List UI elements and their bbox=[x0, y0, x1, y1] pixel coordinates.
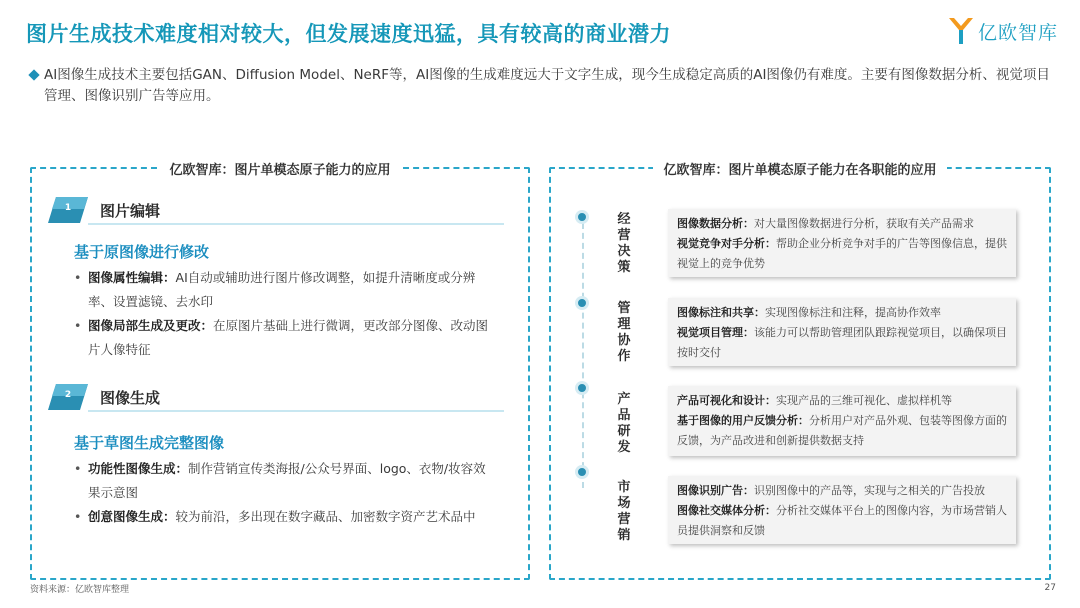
card-label: 图像标注和共享： bbox=[677, 306, 765, 319]
section-number: 1 bbox=[64, 203, 72, 213]
bullet-list-1 bbox=[74, 266, 494, 362]
page-number: 27 bbox=[1044, 583, 1056, 593]
timeline-dot-icon bbox=[575, 465, 589, 479]
page-title: 图片生成技术难度相对较大，但发展速度迅猛，具有较高的商业潜力 bbox=[26, 22, 671, 46]
logo-text: 亿欧智库 bbox=[977, 21, 1058, 44]
card-label: 图像识别广告： bbox=[677, 484, 754, 497]
group-label: 市场营销 bbox=[617, 480, 631, 543]
card-line bbox=[677, 411, 1007, 451]
card-text: 识别图像中的产品等，实现与之相关的广告投放 bbox=[754, 484, 985, 497]
section-subtitle: 基于原图像进行修改 bbox=[74, 243, 210, 261]
list-item bbox=[74, 314, 494, 362]
summary-text: AI图像生成技术主要包括GAN、Diffusion Model、NeRF等，AI图像的生成难度远大于文字生成，现今生成稳定高质的AI图像仍有难度。主要有图像数据分析、视觉项目管理、图像识别广告等应用。 bbox=[44, 67, 1050, 104]
left-panel-title-wrap bbox=[32, 159, 528, 178]
section-header-2 bbox=[48, 382, 504, 416]
card-text: 该能力可以帮助管理团队跟踪视觉项目，以确保项目按时交付 bbox=[677, 326, 1007, 359]
right-panel-title-wrap bbox=[551, 159, 1049, 178]
summary-paragraph bbox=[30, 65, 1060, 107]
item-text: AI自动或辅助进行图片修改调整，如提升清晰度或分辨率、设置滤镜、去水印 bbox=[88, 270, 476, 309]
card-line bbox=[677, 303, 1007, 323]
left-panel-title: 亿欧智库：图片单模态原子能力的应用 bbox=[159, 159, 400, 178]
card-text: 实现图像标注和注释，提高协作效率 bbox=[765, 306, 941, 319]
section-badge-2 bbox=[48, 384, 88, 410]
left-panel bbox=[30, 163, 530, 580]
section-badge-1 bbox=[48, 197, 88, 223]
card-line bbox=[677, 234, 1007, 274]
card-label: 基于图像的用户反馈分析： bbox=[677, 414, 809, 427]
function-card bbox=[668, 386, 1016, 456]
item-label: 创意图像生成： bbox=[88, 509, 176, 524]
card-line bbox=[677, 481, 1007, 501]
card-text: 对大量图像数据进行分析，获取有关产品需求 bbox=[754, 217, 974, 230]
card-label: 图像数据分析： bbox=[677, 217, 754, 230]
item-text: 制作营销宣传类海报/公众号界面、logo、衣物/妆容效果示意图 bbox=[88, 461, 486, 500]
section-divider bbox=[88, 410, 504, 412]
section-name: 图片编辑 bbox=[100, 202, 161, 220]
item-label: 功能性图像生成： bbox=[88, 461, 189, 476]
card-label: 图像社交媒体分析： bbox=[677, 504, 776, 517]
item-text: 在原图片基础上进行微调，更改部分图像、改动图片人像特征 bbox=[88, 318, 489, 357]
diamond-bullet-icon bbox=[28, 69, 39, 80]
card-line bbox=[677, 214, 1007, 234]
timeline-line bbox=[582, 213, 584, 488]
list-item bbox=[74, 266, 494, 314]
timeline-dot-icon bbox=[575, 381, 589, 395]
list-item bbox=[74, 505, 494, 529]
group-label: 经营决策 bbox=[617, 212, 631, 275]
brand-logo bbox=[947, 16, 1058, 46]
source-note: 资料来源：亿欧智库整理 bbox=[30, 585, 130, 595]
section-name: 图像生成 bbox=[100, 389, 161, 407]
item-label: 图像属性编辑： bbox=[88, 270, 176, 285]
card-line bbox=[677, 323, 1007, 363]
card-text: 实现产品的三维可视化、虚拟样机等 bbox=[776, 394, 952, 407]
yiou-logo-icon bbox=[947, 16, 975, 46]
card-text: 分析社交媒体平台上的图像内容，为市场营销人员提供洞察和反馈 bbox=[677, 504, 1007, 537]
section-divider bbox=[88, 223, 504, 225]
timeline-dot-icon bbox=[575, 210, 589, 224]
card-label: 视觉竞争对手分析： bbox=[677, 237, 776, 250]
card-label: 视觉项目管理： bbox=[677, 326, 754, 339]
section-subtitle: 基于草图生成完整图像 bbox=[74, 434, 225, 452]
card-text: 分析用户对产品外观、包装等图像方面的反馈，为产品改进和创新提供数据支持 bbox=[677, 414, 1007, 447]
list-item bbox=[74, 457, 494, 505]
item-label: 图像局部生成及更改： bbox=[88, 318, 214, 333]
group-label: 产品研发 bbox=[617, 392, 631, 455]
function-card bbox=[668, 209, 1016, 277]
function-card bbox=[668, 298, 1016, 366]
card-line bbox=[677, 501, 1007, 541]
group-label: 管理协作 bbox=[617, 301, 631, 364]
timeline-dot-icon bbox=[575, 296, 589, 310]
item-text: 较为前沿，多出现在数字藏品、加密数字资产艺术品中 bbox=[175, 509, 476, 524]
section-header-1 bbox=[48, 195, 504, 229]
card-text: 帮助企业分析竞争对手的广告等图像信息，提供视觉上的竞争优势 bbox=[677, 237, 1007, 270]
card-label: 产品可视化和设计： bbox=[677, 394, 776, 407]
function-card bbox=[668, 476, 1016, 544]
right-panel-title: 亿欧智库：图片单模态原子能力在各职能的应用 bbox=[653, 159, 946, 178]
section-number: 2 bbox=[64, 390, 72, 400]
bullet-list-2 bbox=[74, 457, 494, 529]
card-line bbox=[677, 391, 1007, 411]
